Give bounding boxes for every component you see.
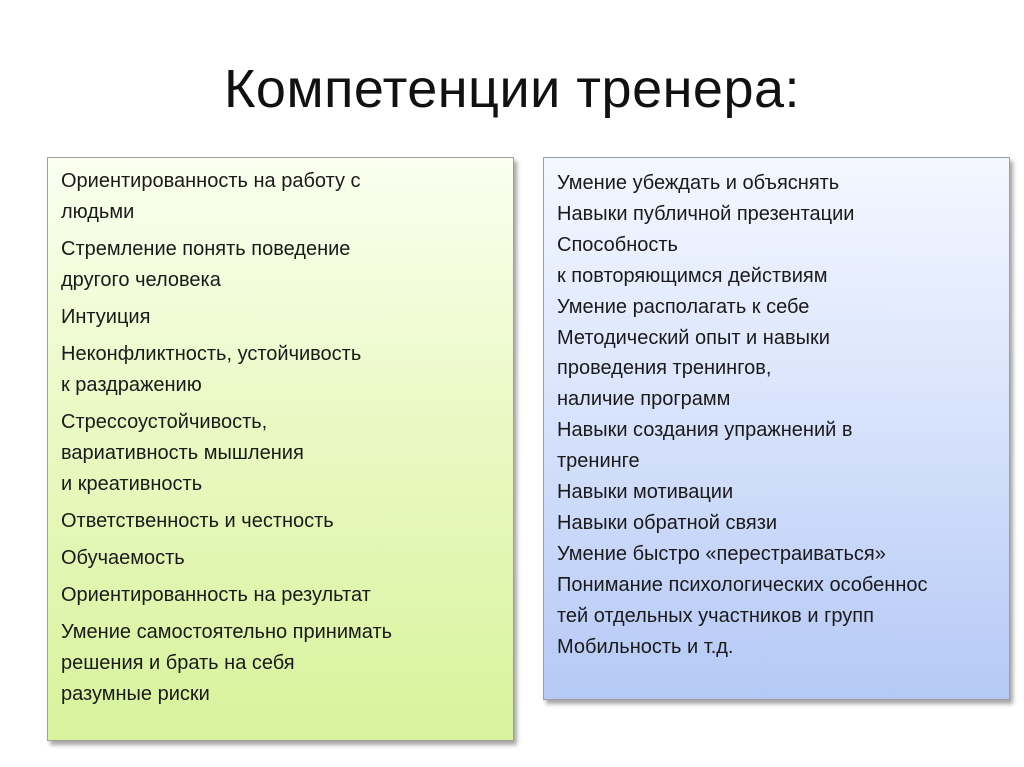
list-item: Умение самостоятельно принимать решения и брать на себя разумные риски (61, 621, 393, 705)
list-item: Методический опыт и навыки (557, 326, 830, 349)
left-competencies-box (47, 157, 514, 741)
list-item: Навыки создания упражнений в (557, 419, 853, 442)
list-item: тей отдельных участников и групп (557, 604, 874, 627)
list-item: Навыки мотивации (557, 481, 734, 504)
list-item: Умение быстро «перестраиваться» (557, 542, 886, 565)
list-item: к повторяющимся действиям (557, 264, 828, 287)
list-item: Ориентированность на результат (61, 584, 371, 606)
slide-title: Компетенции тренера: (223, 59, 801, 119)
list-item: Стремление понять поведение другого человека (61, 238, 351, 291)
list-item: Ориентированность на работу с людьми (61, 170, 361, 223)
list-item: Стрессоустойчивость, вариативность мышления и креативность (61, 411, 304, 495)
right-competencies-list (557, 168, 997, 663)
list-item: Навыки обратной связи (557, 511, 778, 534)
list-item: проведения тренингов, (557, 357, 772, 380)
list-item: Умение располагать к себе (557, 295, 810, 318)
list-item: Обучаемость (61, 547, 185, 569)
right-competencies-box (543, 157, 1010, 700)
list-item: Мобильность и т.д. (557, 635, 734, 658)
list-item: Навыки публичной презентации (557, 202, 855, 225)
list-item: наличие программ (557, 388, 731, 411)
list-item: Неконфликтность, устойчивость к раздражению (61, 343, 362, 396)
list-item: Ответственность и честность (61, 510, 334, 532)
list-item: Умение убеждать и объяснять (557, 172, 840, 194)
list-item: Способность (557, 233, 678, 256)
left-competencies-list (61, 166, 501, 710)
list-item: тренинге (557, 450, 640, 473)
list-item: Интуиция (61, 306, 151, 328)
list-item: Понимание психологических особеннос (557, 573, 928, 596)
